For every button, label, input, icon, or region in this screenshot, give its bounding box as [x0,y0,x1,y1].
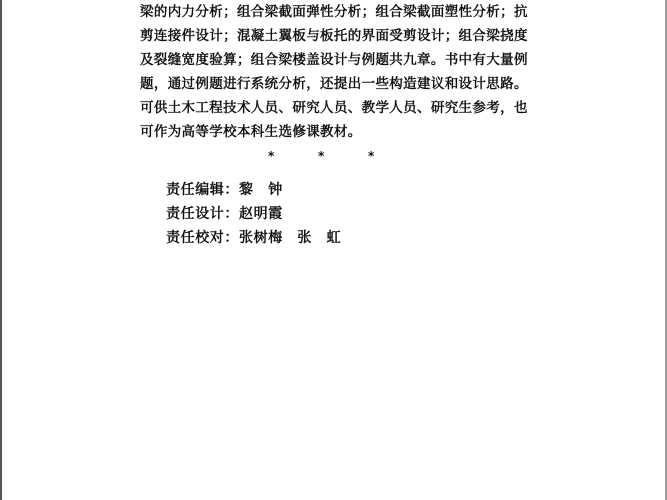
credit-value: 赵明霞 [239,206,283,222]
page-left-edge [0,0,2,500]
credit-label: 责任编辑： [166,182,239,198]
summary-line: 题，通过例题进行系统分析，还提出一些构造建议和设计思路。 [140,76,528,92]
separator-star: * [318,149,325,163]
credit-label: 责任校对： [166,230,239,246]
separator-star: * [368,149,375,163]
credit-value: 黎 钟 [239,182,283,198]
credit-designer [166,202,341,226]
summary-line: 剪连接件设计；混凝土翼板与板托的界面受剪设计；组合梁挠度 [140,28,528,44]
summary-line: 及裂缝宽度验算；组合梁楼盖设计与例题共九章。书中有大量例 [140,52,528,68]
summary-line: 可作为高等学校本科生选修课教材。 [140,124,362,140]
separator-star: * [268,149,275,163]
section-separator [268,149,388,165]
credit-editor [166,178,341,202]
credit-proofreader [166,226,341,250]
summary-line: 可供土木工程技术人员、研究人员、教学人员、研究生参考，也 [140,100,528,116]
credit-label: 责任设计： [166,206,239,222]
summary-line: 梁的内力分析；组合梁截面弹性分析；组合梁截面塑性分析；抗 [140,4,528,20]
editorial-credits [166,178,341,250]
credit-value: 张树梅 张 虹 [239,230,342,246]
